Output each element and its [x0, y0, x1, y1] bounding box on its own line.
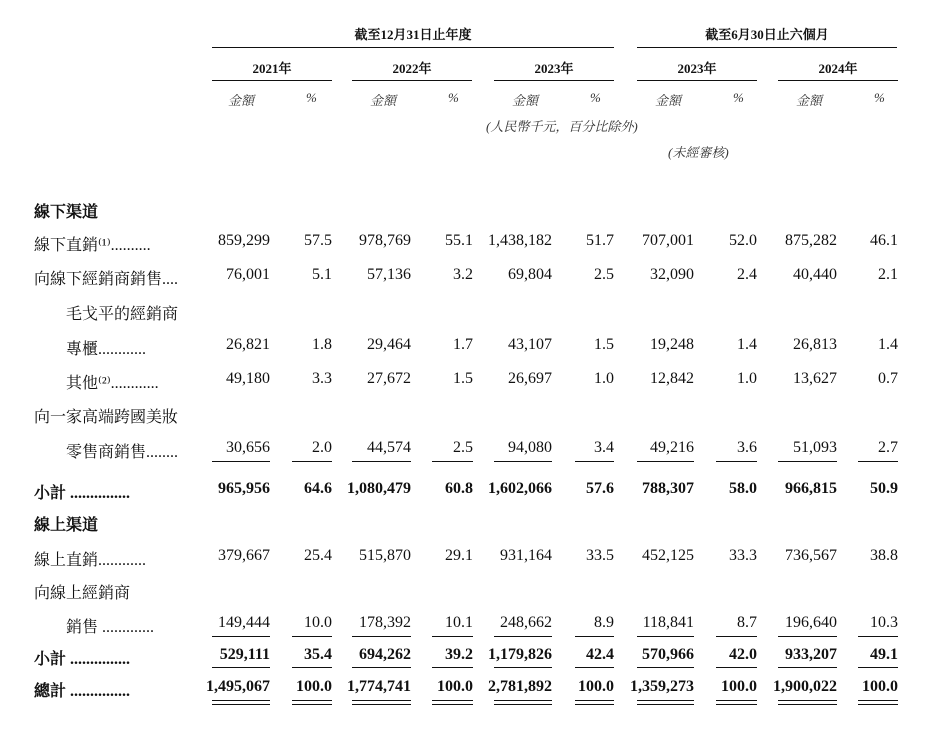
subtotal-rule [858, 636, 898, 637]
amount-cell: 149,444 [218, 614, 270, 631]
subtotal-rule [716, 667, 757, 668]
row-label: 毛戈平的經銷商 [66, 306, 179, 323]
total-double-rule [212, 700, 270, 701]
subtotal-rule [858, 667, 898, 668]
total-double-rule [494, 704, 552, 705]
total-double-rule [778, 700, 837, 701]
amount-cell: 875,282 [785, 232, 837, 249]
pct-cell: 1.0 [737, 370, 757, 387]
pct-cell: 1.5 [594, 336, 614, 353]
amount-cell: 196,640 [785, 614, 837, 631]
subtotal-rule [778, 667, 837, 668]
amount-cell: 49,216 [650, 439, 694, 456]
pct-cell: 3.4 [594, 439, 614, 456]
pct-cell: 57.6 [586, 480, 614, 497]
pct-cell: 33.3 [729, 547, 757, 564]
header-group-fy: 截至12月31日止年度 [354, 27, 472, 42]
header-group-fy-rule [212, 47, 614, 48]
amount-cell: 1,359,273 [630, 678, 694, 695]
amount-cell: 94,080 [508, 439, 552, 456]
total-double-rule [575, 700, 614, 701]
year-header: 2023年 [534, 61, 574, 76]
pct-cell: 2.7 [878, 439, 898, 456]
total-double-rule [637, 700, 694, 701]
amount-cell: 570,966 [642, 646, 694, 663]
total-double-rule [212, 704, 270, 705]
subtotal-rule [432, 636, 473, 637]
amount-cell: 1,602,066 [488, 480, 552, 497]
pct-cell: 10.1 [445, 614, 473, 631]
pct-cell: 1.0 [594, 370, 614, 387]
pct-cell: 100.0 [862, 678, 898, 695]
amount-cell: 707,001 [642, 232, 694, 249]
header-group-half-rule [637, 47, 897, 48]
row-label: 小計 ............... [34, 485, 131, 502]
total-double-rule [352, 700, 411, 701]
amount-cell: 694,262 [359, 646, 411, 663]
section-online: 線上渠道 [34, 517, 99, 534]
amount-cell: 44,574 [367, 439, 411, 456]
subtotal-rule [292, 461, 332, 462]
amount-cell: 13,627 [793, 370, 837, 387]
amount-cell: 178,392 [359, 614, 411, 631]
pct-cell: 5.1 [312, 266, 332, 283]
amount-cell: 933,207 [785, 646, 837, 663]
pct-cell: 25.4 [304, 547, 332, 564]
year-header: 2021年 [252, 61, 292, 76]
pct-cell: 10.0 [304, 614, 332, 631]
amount-cell: 248,662 [500, 614, 552, 631]
amount-cell: 51,093 [793, 439, 837, 456]
subtotal-rule [778, 636, 837, 637]
total-double-rule [494, 700, 552, 701]
pct-cell: 1.4 [737, 336, 757, 353]
pct-cell: 51.7 [586, 232, 614, 249]
amount-cell: 76,001 [226, 266, 270, 283]
pct-subheader: % [733, 90, 744, 105]
year-header: 2024年 [818, 61, 858, 76]
amount-cell: 452,125 [642, 547, 694, 564]
amount-cell: 2,781,892 [488, 678, 552, 695]
pct-cell: 55.1 [445, 232, 473, 249]
pct-cell: 42.0 [729, 646, 757, 663]
subtotal-rule [352, 461, 411, 462]
row-label: 線上直銷............ [34, 552, 147, 569]
subtotal-rule [212, 667, 270, 668]
subtotal-rule [637, 667, 694, 668]
amount-cell: 19,248 [650, 336, 694, 353]
amount-cell: 26,821 [226, 336, 270, 353]
amount-cell: 49,180 [226, 370, 270, 387]
pct-cell: 38.8 [870, 547, 898, 564]
pct-cell: 33.5 [586, 547, 614, 564]
pct-cell: 64.6 [304, 480, 332, 497]
amount-cell: 30,656 [226, 439, 270, 456]
pct-cell: 100.0 [296, 678, 332, 695]
pct-subheader: % [448, 90, 459, 105]
amount-cell: 1,900,022 [773, 678, 837, 695]
pct-cell: 46.1 [870, 232, 898, 249]
amount-subheader: 金額 [370, 93, 397, 108]
amount-cell: 1,495,067 [206, 678, 270, 695]
pct-cell: 3.6 [737, 439, 757, 456]
row-label: 小計 ............... [34, 651, 131, 668]
pct-subheader: % [874, 90, 885, 105]
header-group-half: 截至6月30日止六個月 [705, 27, 829, 42]
pct-cell: 49.1 [870, 646, 898, 663]
row-label: 向線下經銷商銷售.... [34, 271, 179, 288]
total-double-rule [432, 700, 473, 701]
subtotal-rule [637, 461, 694, 462]
amount-subheader: 金額 [655, 93, 682, 108]
year-rule [212, 80, 332, 81]
pct-cell: 58.0 [729, 480, 757, 497]
amount-cell: 118,841 [642, 614, 694, 631]
amount-cell: 27,672 [367, 370, 411, 387]
total-double-rule [716, 700, 757, 701]
amount-cell: 32,090 [650, 266, 694, 283]
subtotal-rule [858, 461, 898, 462]
row-label: 線下直銷⁽¹⁾.......... [34, 237, 151, 254]
subtotal-rule [292, 636, 332, 637]
pct-cell: 2.1 [878, 266, 898, 283]
subtotal-rule [494, 636, 552, 637]
row-label: 銷售 ............. [66, 619, 155, 636]
subtotal-rule [292, 667, 332, 668]
amount-cell: 931,164 [500, 547, 552, 564]
pct-cell: 1.7 [453, 336, 473, 353]
pct-cell: 60.8 [445, 480, 473, 497]
subtotal-rule [778, 461, 837, 462]
subtotal-rule [432, 667, 473, 668]
pct-cell: 100.0 [578, 678, 614, 695]
row-label: 專櫃............ [66, 341, 147, 358]
pct-cell: 2.4 [737, 266, 757, 283]
pct-cell: 100.0 [437, 678, 473, 695]
amount-cell: 736,567 [785, 547, 837, 564]
year-rule [778, 80, 898, 81]
amount-subheader: 金額 [796, 93, 823, 108]
amount-cell: 529,111 [219, 646, 270, 663]
pct-cell: 8.9 [594, 614, 614, 631]
row-label: 向線上經銷商 [34, 585, 131, 602]
pct-subheader: % [306, 90, 317, 105]
pct-cell: 8.7 [737, 614, 757, 631]
pct-cell: 52.0 [729, 232, 757, 249]
total-double-rule [292, 704, 332, 705]
pct-cell: 3.2 [453, 266, 473, 283]
subtotal-rule [212, 636, 270, 637]
pct-cell: 100.0 [721, 678, 757, 695]
amount-cell: 966,815 [785, 480, 837, 497]
year-header: 2023年 [677, 61, 717, 76]
amount-cell: 965,956 [218, 480, 270, 497]
pct-cell: 3.3 [312, 370, 332, 387]
subtotal-rule [352, 636, 411, 637]
unit-note: (人民幣千元，百分比除外) [486, 119, 638, 134]
amount-cell: 12,842 [650, 370, 694, 387]
amount-cell: 1,179,826 [488, 646, 552, 663]
row-label: 其他⁽²⁾............ [66, 375, 159, 392]
pct-cell: 2.0 [312, 439, 332, 456]
subtotal-rule [716, 461, 757, 462]
row-label: 總計 ............... [34, 683, 131, 700]
pct-subheader: % [590, 90, 601, 105]
amount-cell: 40,440 [793, 266, 837, 283]
pct-cell: 2.5 [594, 266, 614, 283]
pct-cell: 2.5 [453, 439, 473, 456]
subtotal-rule [575, 461, 614, 462]
amount-cell: 43,107 [508, 336, 552, 353]
total-double-rule [575, 704, 614, 705]
amount-cell: 1,080,479 [347, 480, 411, 497]
pct-cell: 1.4 [878, 336, 898, 353]
pct-cell: 57.5 [304, 232, 332, 249]
total-double-rule [292, 700, 332, 701]
pct-cell: 10.3 [870, 614, 898, 631]
pct-cell: 42.4 [586, 646, 614, 663]
subtotal-rule [716, 636, 757, 637]
amount-cell: 978,769 [359, 232, 411, 249]
subtotal-rule [352, 667, 411, 668]
subtotal-rule [575, 667, 614, 668]
subtotal-rule [575, 636, 614, 637]
year-rule [352, 80, 472, 81]
row-label: 零售商銷售........ [66, 444, 179, 461]
amount-cell: 379,667 [218, 547, 270, 564]
pct-cell: 29.1 [445, 547, 473, 564]
section-offline: 線下渠道 [34, 204, 99, 221]
amount-cell: 1,774,741 [347, 678, 411, 695]
year-rule [494, 80, 614, 81]
amount-cell: 515,870 [359, 547, 411, 564]
subtotal-rule [494, 667, 552, 668]
total-double-rule [858, 704, 898, 705]
pct-cell: 0.7 [878, 370, 898, 387]
amount-subheader: 金額 [512, 93, 539, 108]
total-double-rule [778, 704, 837, 705]
pct-cell: 1.5 [453, 370, 473, 387]
pct-cell: 35.4 [304, 646, 332, 663]
amount-cell: 26,813 [793, 336, 837, 353]
row-label: 向一家高端跨國美妝 [34, 409, 179, 426]
amount-cell: 69,804 [508, 266, 552, 283]
year-rule [637, 80, 757, 81]
pct-cell: 1.8 [312, 336, 332, 353]
amount-cell: 29,464 [367, 336, 411, 353]
total-double-rule [432, 704, 473, 705]
pct-cell: 39.2 [445, 646, 473, 663]
amount-cell: 859,299 [218, 232, 270, 249]
amount-cell: 788,307 [642, 480, 694, 497]
subtotal-rule [432, 461, 473, 462]
total-double-rule [716, 704, 757, 705]
year-header: 2022年 [392, 61, 432, 76]
unaudited-note: (未經審核) [668, 145, 729, 160]
amount-cell: 57,136 [367, 266, 411, 283]
total-double-rule [352, 704, 411, 705]
pct-cell: 50.9 [870, 480, 898, 497]
subtotal-rule [494, 461, 552, 462]
subtotal-rule [212, 461, 270, 462]
amount-cell: 1,438,182 [488, 232, 552, 249]
subtotal-rule [637, 636, 694, 637]
amount-cell: 26,697 [508, 370, 552, 387]
total-double-rule [858, 700, 898, 701]
total-double-rule [637, 704, 694, 705]
amount-subheader: 金額 [228, 93, 255, 108]
